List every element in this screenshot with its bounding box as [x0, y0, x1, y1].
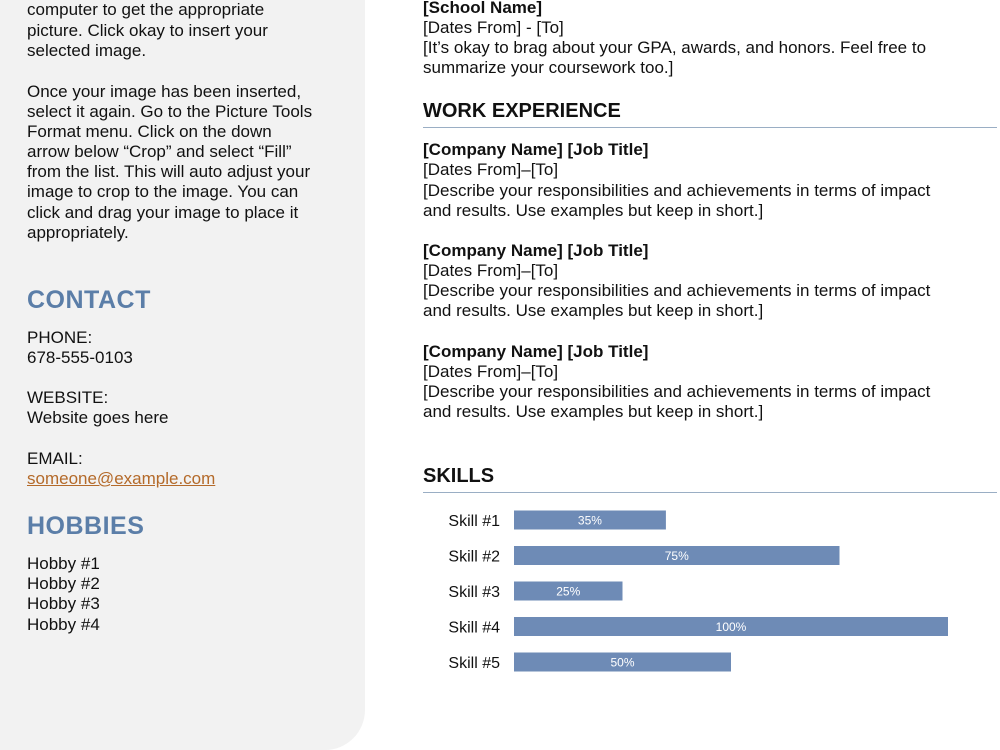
- contact-heading: CONTACT: [27, 286, 151, 314]
- job-desc-line: and results. Use examples but keep in short.]: [423, 201, 764, 220]
- school-name: [School Name]: [423, 0, 543, 17]
- education-desc-line: [It’s okay to brag about your GPA, awards, and honors. Feel free to: [423, 38, 927, 57]
- photo-instructions-line: click and drag your image to place it: [27, 203, 299, 222]
- skill-value-label: 50%: [610, 655, 635, 670]
- job-desc-line: and results. Use examples but keep in short.]: [423, 402, 764, 421]
- job-desc-line: [Describe your responsibilities and achievements in terms of impact: [423, 281, 931, 300]
- job-desc-line: [Describe your responsibilities and achievements in terms of impact: [423, 382, 931, 401]
- skill-label: Skill #5: [448, 655, 500, 672]
- job-title: [Company Name] [Job Title]: [423, 241, 649, 260]
- photo-instructions-line: selected image.: [27, 41, 147, 60]
- job-title: [Company Name] [Job Title]: [423, 342, 649, 361]
- email-link[interactable]: someone@example.com: [27, 469, 216, 488]
- job-title: [Company Name] [Job Title]: [423, 140, 649, 159]
- skill-value-label: 100%: [715, 620, 747, 634]
- hobby-item: Hobby #4: [27, 615, 100, 634]
- website-value: Website goes here: [27, 408, 169, 427]
- job-desc-line: [Describe your responsibilities and achievements in terms of impact: [423, 181, 931, 200]
- job-dates: [Dates From]–[To]: [423, 261, 559, 280]
- job-dates: [Dates From]–[To]: [423, 160, 559, 179]
- photo-instructions-line: select it again. Go to the Picture Tools: [27, 102, 313, 121]
- photo-instructions-line: Once your image has been inserted,: [27, 82, 302, 101]
- phone-label: PHONE:: [27, 328, 93, 347]
- photo-instructions-line: arrow below “Crop” and select “Fill”: [27, 142, 292, 161]
- education-dates: [Dates From] - [To]: [423, 18, 564, 37]
- hobby-item: Hobby #3: [27, 594, 100, 613]
- skill-value-label: 25%: [556, 584, 581, 599]
- website-label: WEBSITE:: [27, 388, 109, 407]
- photo-instructions-line: from the list. This will auto adjust your: [27, 162, 311, 181]
- photo-instructions-line: Format menu. Click on the down: [27, 122, 272, 141]
- skill-label: Skill #2: [448, 548, 500, 566]
- hobbies-heading: HOBBIES: [27, 512, 145, 540]
- skills-heading: SKILLS: [423, 465, 997, 493]
- email-label: EMAIL:: [27, 449, 83, 468]
- skills-chart: [423, 503, 998, 683]
- job-dates: [Dates From]–[To]: [423, 362, 559, 381]
- photo-instructions-line: picture. Click okay to insert your: [27, 21, 268, 40]
- skill-label: Skill #1: [448, 513, 500, 530]
- education-desc-line: summarize your coursework too.]: [423, 58, 674, 77]
- job-desc-line: and results. Use examples but keep in short.]: [423, 301, 764, 320]
- hobby-item: Hobby #1: [27, 554, 100, 573]
- work-experience-heading: WORK EXPERIENCE: [423, 100, 997, 128]
- phone-value: 678-555-0103: [27, 348, 133, 367]
- skill-value-label: 75%: [664, 549, 689, 563]
- hobby-item: Hobby #2: [27, 574, 100, 593]
- photo-instructions-line: image to crop to the image. You can: [27, 182, 299, 201]
- photo-instructions-line: computer to get the appropriate: [27, 0, 265, 19]
- photo-instructions-line: appropriately.: [27, 223, 129, 242]
- sidebar: [0, 0, 365, 750]
- skill-label: Skill #4: [448, 619, 500, 637]
- skill-value-label: 35%: [577, 513, 602, 528]
- skill-label: Skill #3: [448, 584, 500, 601]
